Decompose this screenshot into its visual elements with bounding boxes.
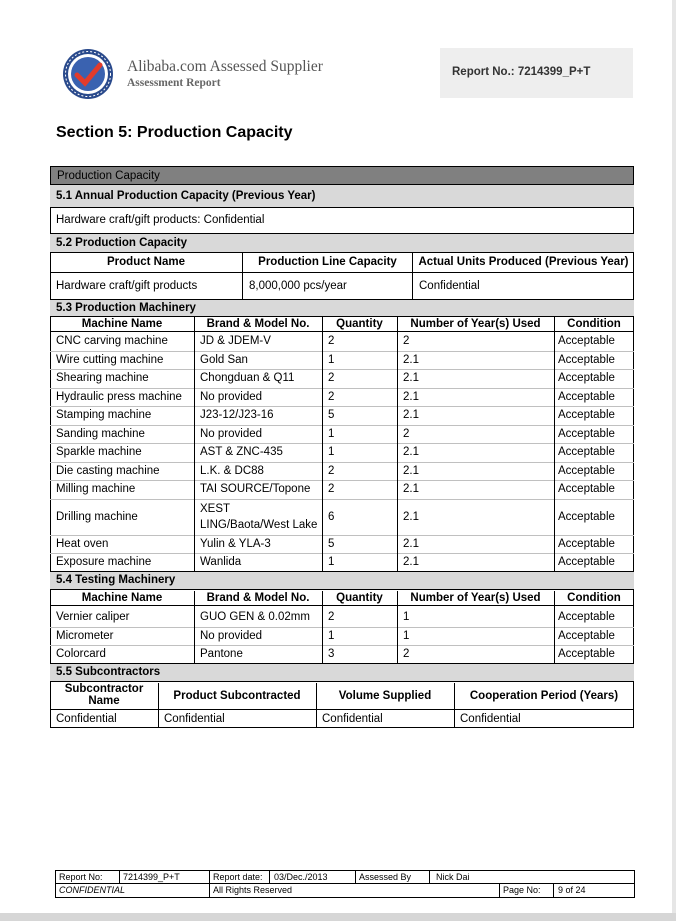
machinery-row-machine-name: Heat oven: [56, 537, 109, 550]
machinery-row-years-used: 2.1: [403, 556, 419, 569]
testing-header-quantity: Quantity: [336, 592, 383, 604]
testing-row-condition: Acceptable: [558, 611, 615, 624]
machinery-row-years-used: 2.1: [403, 483, 419, 496]
machinery-row-machine-name: CNC carving machine: [56, 335, 168, 348]
annual-capacity-value: Hardware craft/gift products: Confidential: [56, 214, 265, 226]
machinery-row-brand-model: XEST LING/Baota/West Lake: [200, 502, 318, 531]
production-capacity-header: Production Capacity: [50, 166, 634, 185]
machinery-header-years-used: Number of Year(s) Used: [410, 318, 541, 330]
sub-volume: Confidential: [322, 713, 383, 725]
machinery-title: 5.3 Production Machinery: [50, 300, 634, 317]
divider: [554, 317, 555, 571]
divider: [50, 605, 634, 606]
testing-row-years-used: 1: [403, 611, 410, 624]
machinery-row-years-used: 2.1: [403, 353, 419, 366]
divider: [316, 683, 317, 728]
divider: [499, 883, 500, 897]
row-divider: [50, 645, 634, 646]
sub-period: Confidential: [460, 713, 521, 725]
machinery-row-machine-name: Die casting machine: [56, 464, 160, 477]
divider: [119, 871, 120, 883]
capacity-header-line: Production Line Capacity: [258, 256, 397, 268]
machinery-row-condition: Acceptable: [558, 446, 615, 459]
machinery-row-quantity: 1: [328, 446, 335, 459]
machinery-row-condition: Acceptable: [558, 372, 615, 385]
testing-row-brand-model: GUO GEN & 0.02mm: [200, 611, 310, 624]
row-divider: [50, 499, 634, 500]
divider: [194, 591, 195, 663]
machinery-row-machine-name: Stamping machine: [56, 409, 152, 422]
testing-row-years-used: 1: [403, 629, 410, 642]
machinery-header-quantity: Quantity: [336, 318, 383, 330]
machinery-row-quantity: 2: [328, 390, 335, 403]
sub-header-name: Subcontractor Name: [64, 683, 144, 707]
section-title: Section 5: Production Capacity: [56, 124, 293, 141]
divider: [50, 272, 634, 273]
capacity-title: 5.2 Production Capacity: [50, 234, 634, 253]
machinery-row-machine-name: Exposure machine: [56, 556, 152, 569]
sub-product: Confidential: [164, 713, 225, 725]
divider: [50, 663, 634, 664]
footer-page-no-label: Page No:: [503, 885, 541, 895]
machinery-row-condition: Acceptable: [558, 510, 615, 523]
machinery-row-brand-model: AST & ZNC-435: [200, 446, 283, 459]
footer-confidential: CONFIDENTIAL: [59, 885, 126, 895]
footer-assessed-by: Nick Dai: [436, 872, 470, 882]
machinery-row-years-used: 2.1: [403, 464, 419, 477]
machinery-row-quantity: 1: [328, 427, 335, 440]
machinery-row-brand-model: Yulin & YLA-3: [200, 537, 271, 550]
report-number-box: [440, 48, 633, 98]
testing-row-quantity: 3: [328, 648, 335, 661]
divider: [554, 591, 555, 663]
divider: [454, 683, 455, 728]
machinery-row-years-used: 2: [403, 335, 410, 348]
subcontractors-title: 5.5 Subcontractors: [50, 664, 634, 682]
machinery-row-brand-model: No provided: [200, 427, 263, 440]
report-number: Report No.: 7214399_P+T: [452, 66, 591, 78]
testing-header-condition: Condition: [567, 592, 621, 604]
machinery-row-quantity: 2: [328, 372, 335, 385]
machinery-row-years-used: 2.1: [403, 510, 419, 523]
machinery-row-quantity: 2: [328, 335, 335, 348]
sub-header-volume: Volume Supplied: [338, 690, 432, 702]
machinery-row-quantity: 5: [328, 537, 335, 550]
testing-row-years-used: 2: [403, 648, 410, 661]
machinery-row-condition: Acceptable: [558, 537, 615, 550]
divider: [397, 317, 398, 571]
divider: [269, 871, 270, 883]
capacity-actual: Confidential: [419, 280, 480, 292]
capacity-header-product: Product Name: [107, 256, 185, 268]
machinery-row-condition: Acceptable: [558, 464, 615, 477]
annual-capacity-title: 5.1 Annual Production Capacity (Previous Year): [50, 185, 634, 208]
machinery-row-quantity: 1: [328, 556, 335, 569]
divider: [429, 871, 430, 883]
machinery-row-brand-model: Gold San: [200, 353, 248, 366]
page-shadow: [0, 913, 676, 921]
capacity-line: 8,000,000 pcs/year: [249, 280, 347, 292]
machinery-header-machine-name: Machine Name: [81, 318, 163, 330]
testing-header-brand-model: Brand & Model No.: [206, 592, 310, 604]
testing-title: 5.4 Testing Machinery: [50, 572, 634, 590]
brand-subtitle: Assessment Report: [127, 77, 221, 89]
page-footer: [55, 870, 635, 898]
footer-rights: All Rights Reserved: [213, 885, 293, 895]
testing-row-condition: Acceptable: [558, 648, 615, 661]
row-divider: [50, 627, 634, 628]
divider: [50, 727, 634, 728]
testing-row-machine-name: Micrometer: [56, 629, 114, 642]
footer-page-no: 9 of 24: [558, 885, 586, 895]
machinery-row-machine-name: Sparkle machine: [56, 446, 142, 459]
machinery-row-brand-model: JD & JDEM-V: [200, 335, 271, 348]
machinery-row-years-used: 2.1: [403, 409, 419, 422]
testing-row-quantity: 1: [328, 629, 335, 642]
testing-row-condition: Acceptable: [558, 629, 615, 642]
sub-name: Confidential: [56, 713, 117, 725]
testing-row-quantity: 2: [328, 611, 335, 624]
divider: [412, 253, 413, 299]
testing-row-machine-name: Colorcard: [56, 648, 106, 661]
capacity-header-actual: Actual Units Produced (Previous Year): [418, 256, 629, 268]
row-divider: [50, 480, 634, 481]
machinery-row-machine-name: Drilling machine: [56, 510, 138, 523]
machinery-header-condition: Condition: [567, 318, 621, 330]
divider: [322, 317, 323, 571]
machinery-row-quantity: 2: [328, 464, 335, 477]
machinery-row-brand-model: L.K. & DC88: [200, 464, 264, 477]
machinery-row-years-used: 2.1: [403, 372, 419, 385]
machinery-row-machine-name: Hydraulic press machine: [56, 390, 182, 403]
divider: [242, 253, 243, 299]
assessed-supplier-seal-icon: [62, 48, 114, 100]
testing-header-years-used: Number of Year(s) Used: [410, 592, 541, 604]
machinery-row-condition: Acceptable: [558, 353, 615, 366]
divider: [209, 871, 210, 897]
divider: [56, 883, 634, 884]
divider: [158, 683, 159, 728]
machinery-row-condition: Acceptable: [558, 556, 615, 569]
footer-report-no-label: Report No:: [59, 872, 103, 882]
machinery-row-condition: Acceptable: [558, 409, 615, 422]
machinery-row-brand-model: Wanlida: [200, 556, 242, 569]
footer-report-date: 03/Dec./2013: [274, 872, 328, 882]
machinery-row-brand-model: J23-12/J23-16: [200, 409, 274, 422]
machinery-row-condition: Acceptable: [558, 390, 615, 403]
machinery-row-years-used: 2.1: [403, 390, 419, 403]
page-edge: [672, 0, 676, 913]
machinery-header-brand-model: Brand & Model No.: [206, 318, 310, 330]
machinery-row-machine-name: Shearing machine: [56, 372, 149, 385]
testing-row-brand-model: No provided: [200, 629, 263, 642]
machinery-row-brand-model: TAI SOURCE/Topone: [200, 483, 311, 496]
machinery-row-quantity: 6: [328, 510, 335, 523]
row-divider: [50, 535, 634, 536]
footer-assessed-by-label: Assessed By: [359, 872, 412, 882]
machinery-row-quantity: 5: [328, 409, 335, 422]
brand-title: Alibaba.com Assessed Supplier: [127, 58, 323, 75]
divider: [397, 591, 398, 663]
machinery-row-years-used: 2.1: [403, 446, 419, 459]
testing-header-machine-name: Machine Name: [81, 592, 163, 604]
machinery-row-brand-model: Chongduan & Q11: [200, 372, 295, 385]
machinery-row-quantity: 2: [328, 483, 335, 496]
testing-row-machine-name: Vernier caliper: [56, 611, 130, 624]
machinery-row-years-used: 2.1: [403, 537, 419, 550]
machinery-row-years-used: 2: [403, 427, 410, 440]
footer-report-no: 7214399_P+T: [123, 872, 180, 882]
machinery-row-condition: Acceptable: [558, 427, 615, 440]
machinery-row-machine-name: Wire cutting machine: [56, 353, 164, 366]
divider: [322, 591, 323, 663]
divider: [355, 871, 356, 883]
machinery-row-condition: Acceptable: [558, 483, 615, 496]
machinery-row-machine-name: Milling machine: [56, 483, 136, 496]
machinery-row-condition: Acceptable: [558, 335, 615, 348]
footer-report-date-label: Report date:: [213, 872, 263, 882]
divider: [194, 317, 195, 571]
machinery-row-machine-name: Sanding machine: [56, 427, 145, 440]
capacity-product: Hardware craft/gift products: [56, 280, 198, 292]
sub-header-period: Cooperation Period (Years): [469, 690, 619, 702]
machinery-row-brand-model: No provided: [200, 390, 263, 403]
machinery-row-quantity: 1: [328, 353, 335, 366]
testing-row-brand-model: Pantone: [200, 648, 243, 661]
divider: [553, 883, 554, 897]
sub-header-product: Product Subcontracted: [173, 690, 301, 702]
